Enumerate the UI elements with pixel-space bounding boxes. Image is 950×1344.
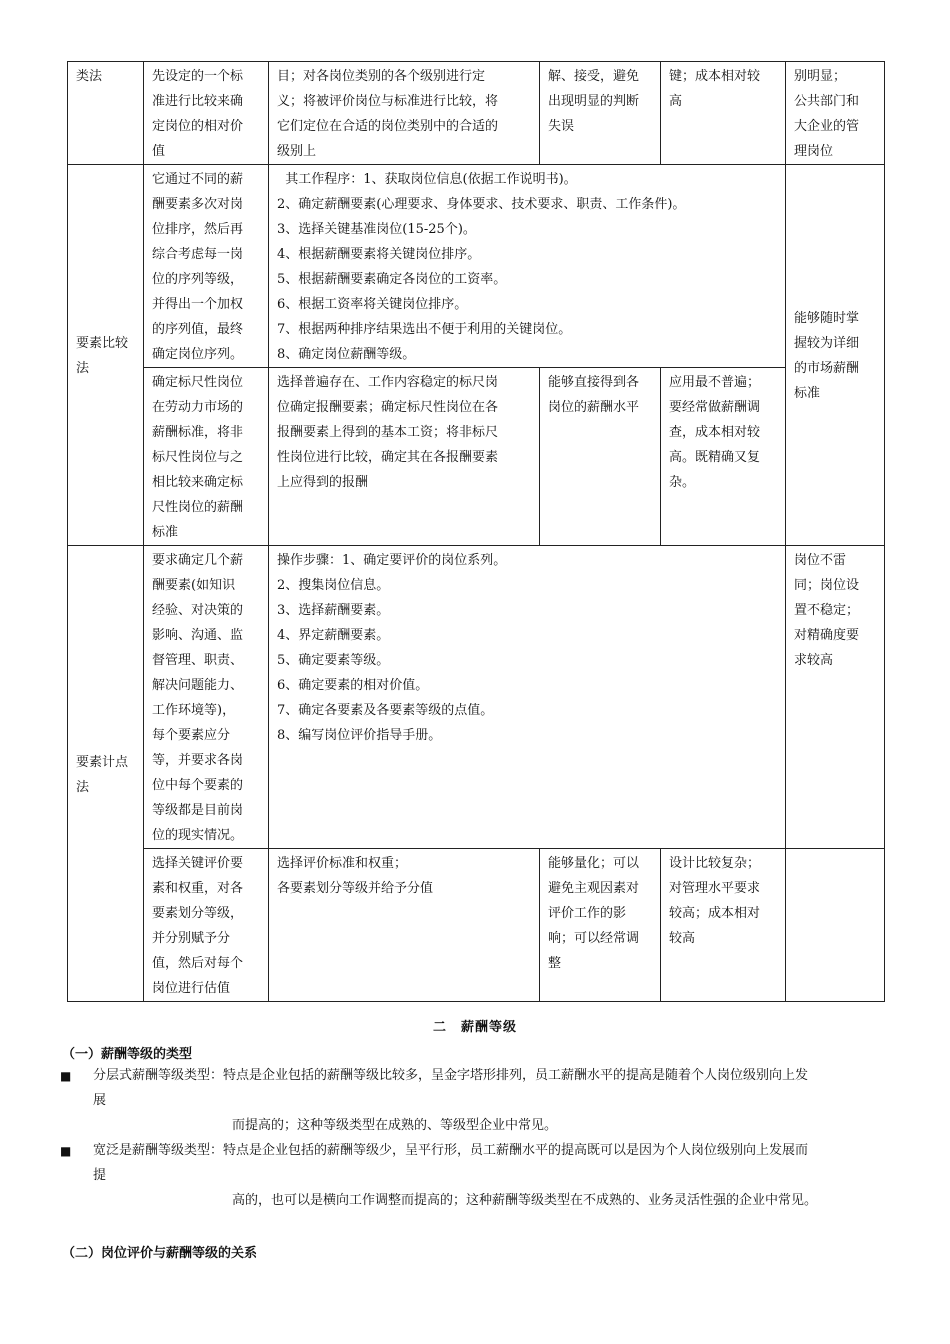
advantages-cell: 能够直接得到各 岗位的薪酬水平 [540, 368, 661, 546]
definition-cell: 先设定的一个标 准进行比较来确 定岗位的相对价 值 [144, 62, 269, 165]
disadvantages-cell: 应用最不普遍； 要经常做薪酬调 查，成本相对较 高。既精确又复 杂。 [661, 368, 786, 546]
subsection-heading-pay-grade-types: （一）薪酬等级的类型 [62, 1047, 193, 1062]
definition-cell: 要求确定几个薪 酬要素(如知识 经验、对决策的 影响、沟通、监 督管理、职责、 解决问题能力、 工作环境等)， 每个要素应分 等，并要求各岗 位中每个要素的 等级都是目前岗 位的现实情况。 [144, 546, 269, 849]
bullet-text-line: 分层式薪酬等级类型：特点是企业包括的薪酬等级比较多，呈金字塔形排列，员工薪酬水平的提高是随着个人岗位级别向上发 [93, 1068, 809, 1083]
bullet-text-line: 展 [93, 1093, 107, 1108]
bullet-text-line: 宽泛是薪酬等级类型：特点是企业包括的薪酬等级少，呈平行形，员工薪酬水平的提高既可以是因为个人岗位级别向上发展而 [93, 1143, 809, 1158]
procedure-steps-cell: 操作步骤：1、确定要评价的岗位系列。 2、搜集岗位信息。 3、选择薪酬要素。 4、界定薪酬要素。 5、确定要素等级。 6、确定要素的相对价值。 7、确定各要素及各要素等级的点值。 8、编写岗位评价指导手册。 [269, 546, 786, 849]
advantages-cell: 解、接受，避免 出现明显的判断 失误 [540, 62, 661, 165]
method-cell: 要素计点 法 [68, 546, 144, 1002]
disadvantages-cell: 设计比较复杂； 对管理水平要求 较高；成本相对 较高 [661, 849, 786, 1002]
subsection-heading-evaluation-relation: （二）岗位评价与薪酬等级的关系 [62, 1246, 258, 1261]
applicable-cell: 岗位不雷 同；岗位设 置不稳定； 对精确度要 求较高 [786, 546, 885, 849]
advantages-cell: 能够量化；可以 避免主观因素对 评价工作的影 响；可以经常调 整 [540, 849, 661, 1002]
table-row-point-factor-2 [68, 849, 885, 1002]
disadvantages-cell: 键；成本相对较 高 [661, 62, 786, 165]
definition-cell: 选择关键评价要 素和权重，对各 要素划分等级， 并分别赋予分 值，然后对每个 岗位进行估值 [144, 849, 269, 1002]
bullet-square-icon: ■ [60, 1144, 72, 1158]
procedure-cell: 选择评价标准和权重； 各要素划分等级并给予分值 [269, 849, 540, 1002]
job-evaluation-methods-table [67, 61, 885, 1002]
method-cell: 要素比较 法 [68, 165, 144, 546]
procedure-steps-cell: 其工作程序：1、获取岗位信息(依据工作说明书)。 2、确定薪酬要素(心理要求、身体要求、技术要求、职责、工作条件)。 3、选择关键基准岗位(15-25个)。 4、根据薪酬要素将关键岗位排序。 5、根据薪酬要素确定各岗位的工资率。 6、根据工资率将关键岗位排序。 7、根据两种排序结果选出不便于利用的关键岗位。 8、确定岗位薪酬等级。 [269, 165, 786, 368]
table-row-point-factor [68, 546, 885, 849]
definition-cell: 它通过不同的薪 酬要素多次对岗 位排序，然后再 综合考虑每一岗 位的序列等级， 并得出一个加权 的序列值，最终 确定岗位序列。 [144, 165, 269, 368]
procedure-cell: 目；对各岗位类别的各个级别进行定 义；将被评价岗位与标准进行比较，将 它们定位在合适的岗位类别中的合适的 级别上 [269, 62, 540, 165]
bullet-text-line: 高的，也可以是横向工作调整而提高的；这种薪酬等级类型在不成熟的、业务灵活性强的企业中常见。 [232, 1193, 818, 1208]
applicable-cell: 别明显； 公共部门和 大企业的管 理岗位 [786, 62, 885, 165]
applicable-cell [786, 849, 885, 1002]
table-row-classification [68, 62, 885, 165]
applicable-cell: 能够随时掌 握较为详细 的市场薪酬 标准 [786, 165, 885, 546]
table-row-factor-comparison [68, 165, 885, 368]
procedure-cell: 选择普遍存在、工作内容稳定的标尺岗 位确定报酬要素；确定标尺性岗位在各 报酬要素上得到的基本工资；将非标尺 性岗位进行比较，确定其在各报酬要素 上应得到的报酬 [269, 368, 540, 546]
bullet-text-line: 而提高的；这种等级类型在成熟的、等级型企业中常见。 [232, 1118, 558, 1133]
bullet-square-icon: ■ [60, 1069, 72, 1083]
section-title: 二 薪酬等级 [432, 1020, 517, 1035]
definition-cell: 确定标尺性岗位 在劳动力市场的 薪酬标准，将非 标尺性岗位与之 相比较来确定标 尺性岗位的薪酬 标准 [144, 368, 269, 546]
method-cell: 类法 [68, 62, 144, 165]
table-row-factor-comparison-2 [68, 368, 885, 546]
bullet-text-line: 提 [93, 1168, 107, 1183]
